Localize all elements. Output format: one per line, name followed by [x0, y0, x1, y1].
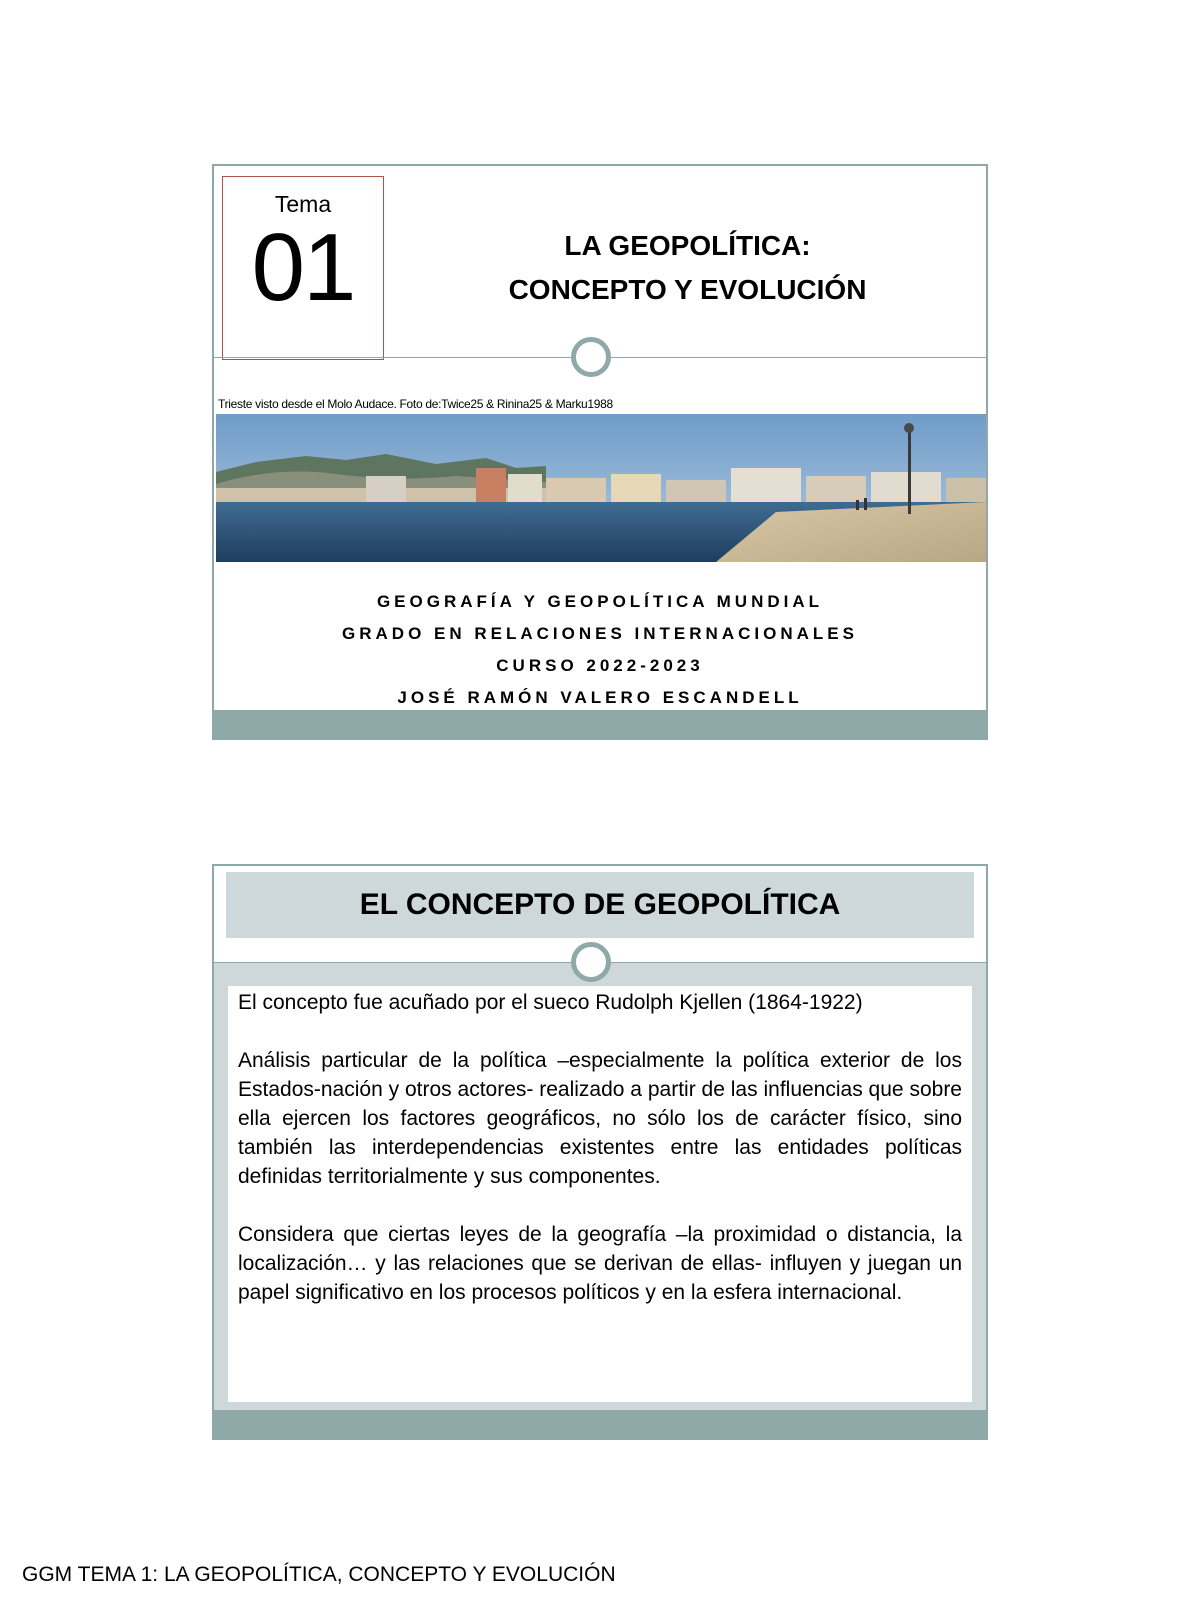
paragraph: El concepto fue acuñado por el sueco Rudolph Kjellen (1864-1922): [238, 991, 863, 1014]
title-slide: [212, 164, 988, 740]
paragraph: Considera que ciertas leyes de la geografía –la proximidad o distancia, la localización… y las relaciones que se derivan de ellas- influyen y juegan un papel significativo en los procesos políticos y en la esfera internacional.: [238, 1223, 962, 1304]
concept-slide: [212, 864, 988, 1440]
credit-line: JOSÉ RAMÓN VALERO ESCANDELL: [397, 688, 803, 707]
title-line-2: CONCEPTO Y EVOLUCIÓN: [508, 274, 867, 305]
page-footer: GGM TEMA 1: LA GEOPOLÍTICA, CONCEPTO Y EVOLUCIÓN: [22, 1563, 616, 1586]
paragraph: Análisis particular de la política –especialmente la política exterior de los Estados-nación y otros actores- realizado a partir de las influencias que sobre ella ejercen los factores geográficos, no sólo los de carácter físico, sino también las interdependencias existentes entre las entidades políticas definidas territorialmente y sus componentes.: [238, 1049, 962, 1188]
credit-line: GEOGRAFÍA Y GEOPOLÍTICA MUNDIAL: [376, 592, 824, 611]
title-line-1: LA GEOPOLÍTICA:: [564, 230, 811, 261]
credit-line: CURSO 2022-2023: [496, 656, 704, 675]
divider-circle-icon: [571, 942, 611, 982]
slide-footer-bar: [214, 710, 986, 738]
divider-circle-icon: [571, 337, 611, 377]
photo-caption: Trieste visto desde el Molo Audace. Foto de:Twice25 & Rinina25 & Marku1988: [218, 397, 613, 411]
trieste-panorama-image: [216, 414, 986, 562]
tema-label: Tema: [274, 191, 332, 217]
slide-title: [389, 224, 986, 312]
slide-content: [228, 986, 972, 1402]
course-credits: [214, 586, 986, 714]
slide-footer-bar: [214, 1410, 986, 1438]
credit-line: GRADO EN RELACIONES INTERNACIONALES: [342, 624, 858, 643]
tema-box: [222, 176, 384, 360]
tema-number: 01: [251, 214, 355, 321]
slide-title: EL CONCEPTO DE GEOPOLÍTICA: [226, 872, 974, 938]
